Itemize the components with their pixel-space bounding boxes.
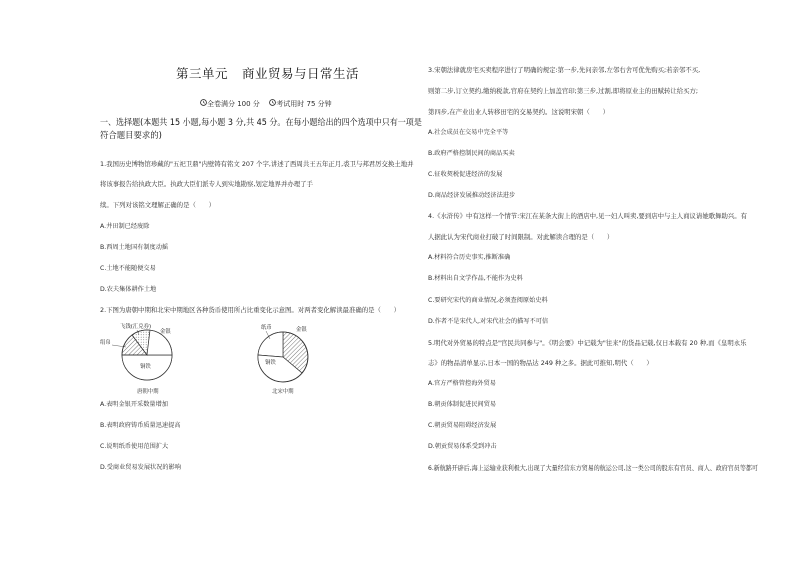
question-text-line: 人据此认为宋代商业打破了时间限制。对此解读合理的是（ ） xyxy=(428,233,614,241)
option-b[interactable]: B.朝贡体制促进民间贸易 xyxy=(428,401,497,408)
label-zhibi: 纸币 xyxy=(261,325,272,331)
section-heading-line2: 符合题目要求的) xyxy=(100,130,162,140)
label-tongtie: 铜铁 xyxy=(265,360,276,366)
option-a[interactable]: A.表明金银开采数量增加 xyxy=(100,401,168,408)
option-c[interactable]: C.说明纸币使用范围扩大 xyxy=(100,443,169,450)
pie-song xyxy=(258,323,308,395)
pie-tang xyxy=(100,322,172,395)
clock-icon xyxy=(200,99,207,108)
question-text-line: 4.《水浒传》中有这样一个情节:宋江在某条大街上的酒店中,见一妇人叫卖,要到店中与主人商议请她歌舞助兴。有 xyxy=(428,212,748,220)
label-jinyin: 金银 xyxy=(160,329,171,335)
question-text-line: 1.我国历史博物馆珍藏的"五祀卫鼎"内壁铸有铭文 207 个字,讲述了西周共王五年正月,裘卫与邦君厉交换土地并 xyxy=(100,160,414,168)
question-text-line: 2.下图为唐朝中期和北宋中期地区各种货币使用所占比重变化示意图。对两者变化解读最准确的是（ ） xyxy=(100,306,401,314)
option-d[interactable]: D.受商业贸易发展状况的影响 xyxy=(100,464,181,471)
option-a[interactable]: A.官方严格管控海外贸易 xyxy=(428,380,496,387)
option-d[interactable]: D.农夫集体耕作土地 xyxy=(100,286,157,293)
exam-meta xyxy=(200,99,332,108)
question-text-line: 志》的物品清单显示,日本一国的物品达 249 种之多。据此可推知,明代（ ） xyxy=(428,359,653,367)
label-tongtie: 铜铁 xyxy=(140,364,151,370)
option-d[interactable]: D.朝贡贸易体系受到冲击 xyxy=(428,443,497,450)
pie-tang-title: 唐朝中期 xyxy=(137,389,159,395)
option-b[interactable]: B.表明政府铸币质量迅速提高 xyxy=(100,422,181,429)
question-text-line: 将该事报告给执政大臣。执政大臣们派专人到实地勘察,划定地界并办理了手 xyxy=(100,180,313,188)
option-b[interactable]: B.西周土地国有制度动摇 xyxy=(100,244,169,251)
section-heading-line1: 一、选择题(本题共 15 小题,每小题 3 分,共 45 分。在每小题给出的四个选项中只有一项是 xyxy=(100,117,422,127)
unit-title xyxy=(176,66,360,81)
unit-number: 第三单元 xyxy=(176,66,229,81)
option-a[interactable]: A.井田制已经废除 xyxy=(100,223,150,230)
unit-name: 商业贸易与日常生活 xyxy=(242,66,360,81)
question-text-line: 则第二步,订立契约,缴纳税款,官府在契约上加盖官印;第三步,过割,即将原业主的田赋转让给买方; xyxy=(428,87,699,95)
currency-pie-charts xyxy=(90,321,350,401)
question-text-line: 6.新航路开辟后,海上运输业获利极大,出现了大量经营东方贸易的航运公司,这一类公司的股东有官员、商人、政府官员等都可 xyxy=(428,464,758,472)
label-juanbo: 绢帛 xyxy=(100,340,111,346)
option-d[interactable]: D.商品经济发展推动经济法进步 xyxy=(428,192,516,199)
option-c[interactable]: C.征收契税促进经济的发展 xyxy=(428,171,503,178)
option-c[interactable]: C.土地不能随便交易 xyxy=(100,265,156,272)
option-a[interactable]: A.社会成员在交易中完全平等 xyxy=(428,129,509,136)
pie-charts-svg xyxy=(90,321,350,401)
option-d[interactable]: D.作者不是宋代人,对宋代社会的描写不可信 xyxy=(428,318,549,325)
question-text-line: 第四步,在产业出业人转移田宅的交易契约。这说明宋朝（ ） xyxy=(428,108,609,116)
question-text-line: 续。下列对该铭文理解正确的是（ ） xyxy=(100,201,216,209)
slice-zhibi xyxy=(258,332,283,357)
option-b[interactable]: B.政府严格控制民间的商品买卖 xyxy=(428,150,515,157)
question-text-line: 5.明代对外贸易的特点是"官民共同参与"。《明会要》中记载为"往来"的货品记载,仅日本载有 20 种,而《皇明永乐 xyxy=(428,339,747,347)
option-c[interactable]: C.要研究宋代的商业情况,必须查阅原始史料 xyxy=(428,297,548,304)
label-feiqian: 飞钱(汇兑券) xyxy=(120,324,152,330)
total-score: 全卷满分 100 分 xyxy=(207,100,260,108)
option-a[interactable]: A.材料符合历史事实,推断准确 xyxy=(428,254,511,261)
pie-song-title: 北宋中期 xyxy=(272,389,294,395)
exam-time: 考试用时 75 分钟 xyxy=(276,100,332,108)
option-c[interactable]: C.朝贡贸易阻碍经济发展 xyxy=(428,422,497,429)
label-jinyin: 金银 xyxy=(296,327,307,333)
option-b[interactable]: B.材料出自文学作品,不能作为史料 xyxy=(428,275,523,282)
question-text-line: 3.宋朝法律就房宅买卖程序进行了明确的规定:第一步,先问亲邻,左邻右舍可优先购买;若亲邻不买, xyxy=(428,66,701,74)
